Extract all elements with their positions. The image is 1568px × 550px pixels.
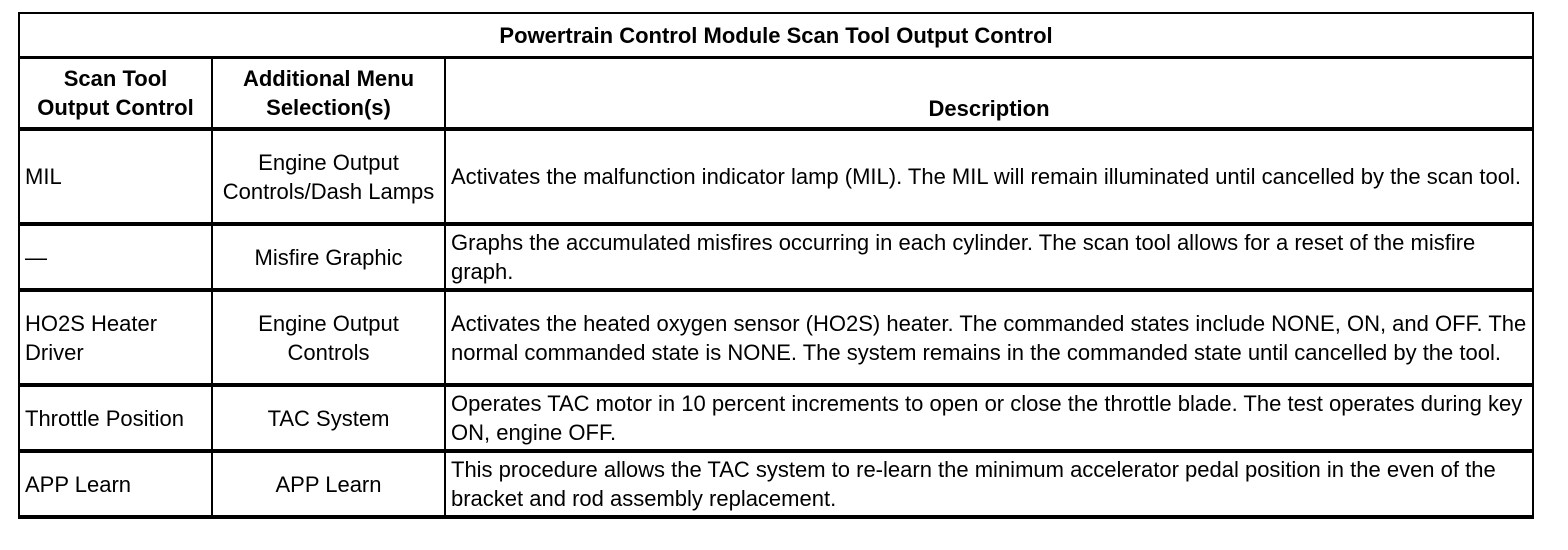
cell-description: Activates the malfunction indicator lamp (MIL). The MIL will remain illuminated until cancelled by the scan tool. xyxy=(445,129,1533,224)
column-header-description: Description xyxy=(445,58,1533,130)
cell-control: HO2S Heater Driver xyxy=(19,290,212,385)
cell-menu: Engine Output Controls xyxy=(212,290,445,385)
cell-menu: TAC System xyxy=(212,385,445,451)
table-header xyxy=(19,13,1533,129)
table-row xyxy=(19,385,1533,451)
table-body xyxy=(19,129,1533,517)
column-header-row xyxy=(19,58,1533,130)
table-row xyxy=(19,224,1533,290)
cell-description: Operates TAC motor in 10 percent increments to open or close the throttle blade. The test operates during key ON, engine OFF. xyxy=(445,385,1533,451)
title-row xyxy=(19,13,1533,58)
cell-control: — xyxy=(19,224,212,290)
table-row xyxy=(19,290,1533,385)
cell-menu: APP Learn xyxy=(212,451,445,517)
table-title: Powertrain Control Module Scan Tool Output Control xyxy=(19,13,1533,58)
table-row xyxy=(19,129,1533,224)
cell-control: APP Learn xyxy=(19,451,212,517)
cell-control: MIL xyxy=(19,129,212,224)
cell-menu: Misfire Graphic xyxy=(212,224,445,290)
cell-control: Throttle Position xyxy=(19,385,212,451)
table-row xyxy=(19,451,1533,517)
output-control-table xyxy=(18,12,1534,519)
cell-description: This procedure allows the TAC system to re-learn the minimum accelerator pedal position in the even of the bracket and rod assembly replacement. xyxy=(445,451,1533,517)
cell-menu: Engine Output Controls/Dash Lamps xyxy=(212,129,445,224)
cell-description: Graphs the accumulated misfires occurring in each cylinder. The scan tool allows for a reset of the misfire graph. xyxy=(445,224,1533,290)
column-header-menu: Additional Menu Selection(s) xyxy=(212,58,445,130)
cell-description: Activates the heated oxygen sensor (HO2S) heater. The commanded states include NONE, ON, and OFF. The normal commanded state is NONE. The system remains in the commanded state until cancelled by the tool. xyxy=(445,290,1533,385)
column-header-control: Scan Tool Output Control xyxy=(19,58,212,130)
